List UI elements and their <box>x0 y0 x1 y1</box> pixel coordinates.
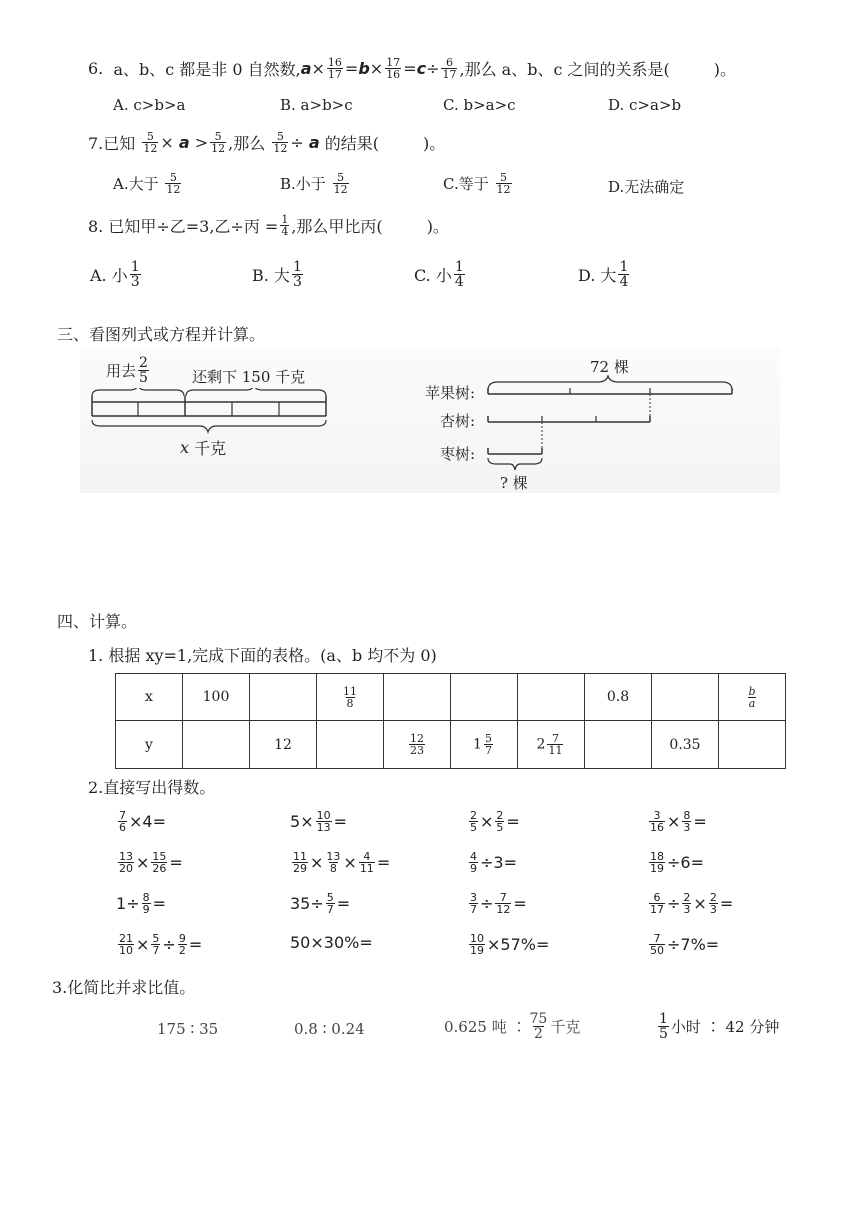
numerator: 5 <box>214 130 222 143</box>
fraction <box>528 1012 548 1041</box>
expr-text: 5 <box>290 812 301 831</box>
fraction <box>682 892 691 915</box>
expr-text: = <box>152 812 166 831</box>
numerator: 5 <box>146 130 154 143</box>
denominator: 4 <box>454 274 464 290</box>
table-cell[interactable] <box>719 674 786 721</box>
fraction <box>292 260 303 289</box>
total-unit: 千克 <box>194 439 227 458</box>
var-a: a <box>300 59 312 78</box>
numerator: 5 <box>326 891 334 904</box>
q6-option-c[interactable]: C. b>a>c <box>443 96 516 114</box>
numerator: 5 <box>276 130 284 143</box>
numerator: 21 <box>119 932 133 945</box>
expr-text: 30% <box>323 933 360 952</box>
numerator: 9 <box>178 932 186 945</box>
expr-text: 4 <box>142 812 153 831</box>
q6-option-d[interactable]: D. c>a>b <box>608 96 682 114</box>
expr-text: × <box>667 812 681 831</box>
option-label: B. 大 <box>252 266 290 285</box>
numerator: 5 <box>500 171 507 184</box>
denominator: 12 <box>273 142 288 155</box>
q7-line <box>88 131 445 154</box>
expr-text: = <box>719 894 734 913</box>
fraction <box>178 933 187 956</box>
fraction <box>495 810 504 833</box>
denominator: 13 <box>316 821 331 834</box>
table-cell[interactable]: 2 $\frac{7}{11}$ <box>518 721 585 769</box>
table-cell[interactable]: 1 $\frac{5}{7}$ <box>451 721 518 769</box>
ratio-1: 175 ∶ 35 <box>157 1020 219 1038</box>
greater-sign: > <box>194 133 209 152</box>
numerator: 10 <box>316 809 331 822</box>
expr-text: ÷ <box>162 935 176 954</box>
calc-expression <box>116 933 202 956</box>
denominator: 3 <box>709 903 717 916</box>
denominator: 26 <box>152 862 167 875</box>
table-cell[interactable] <box>317 721 384 769</box>
section4-q3: 3.化简比并求比值。 <box>52 978 196 997</box>
q8-text2: ,那么甲比丙( <box>291 217 383 236</box>
expr-text: 35 <box>290 894 311 913</box>
calc-expression <box>647 933 719 956</box>
fraction <box>649 892 665 915</box>
expr-text: ÷ <box>480 853 494 872</box>
table-cell[interactable] <box>183 721 250 769</box>
equals-sign: = <box>403 59 417 78</box>
option-label: C. 小 <box>414 266 452 285</box>
q8-option-c[interactable] <box>414 260 467 289</box>
fraction <box>469 892 478 915</box>
expr-text: 6 <box>680 853 691 872</box>
denominator: 5 <box>139 370 148 386</box>
ratio-3 <box>444 1012 580 1041</box>
fraction <box>385 57 401 80</box>
numerator: 11 <box>293 850 307 863</box>
q8-option-b[interactable] <box>252 260 305 289</box>
expr-text: = <box>359 933 373 952</box>
table-cell[interactable] <box>317 674 384 721</box>
expr-text: × <box>136 853 150 872</box>
expr-text: × <box>136 935 150 954</box>
calc-expression <box>290 810 347 833</box>
calc-expression <box>116 851 183 874</box>
q6-option-b[interactable]: B. a>b>c <box>280 96 353 114</box>
numerator: 2 <box>139 355 148 371</box>
denominator: 12 <box>496 183 511 196</box>
numerator: 10 <box>470 932 484 945</box>
equals-sign: = <box>344 59 359 78</box>
numerator: 1 <box>659 1011 668 1027</box>
expr-text: = <box>535 935 550 954</box>
q7-mid: ,那么 <box>228 134 266 153</box>
numerator: 1 <box>292 259 302 275</box>
table-cell[interactable] <box>384 674 451 721</box>
table-cell[interactable] <box>250 674 317 721</box>
denominator: 12 <box>166 183 181 196</box>
calc-expression <box>467 810 520 833</box>
expr-text: ÷ <box>667 935 681 954</box>
fraction <box>454 260 465 289</box>
table-cell[interactable] <box>585 721 652 769</box>
table-cell[interactable] <box>518 674 585 721</box>
question-label: ? 棵 <box>500 474 528 492</box>
expr-text: × <box>129 812 143 831</box>
fraction <box>151 933 160 956</box>
remain-brace <box>186 388 326 396</box>
numerator: 1 <box>454 259 464 275</box>
numerator: 7 <box>119 809 126 822</box>
table-cell[interactable] <box>384 721 451 769</box>
denominator: 5 <box>470 821 477 834</box>
apple-total-label: 72 棵 <box>590 358 629 376</box>
table-header-x: x <box>116 674 183 721</box>
q6-lead: a、b、c 都是非 0 自然数, <box>113 60 301 79</box>
fraction <box>618 260 629 289</box>
calc-expression <box>116 810 166 833</box>
numerator: 2 <box>470 809 477 822</box>
q6-number: 6. <box>88 59 104 78</box>
fraction: $\frac{b}{a}$ <box>748 684 756 710</box>
fraction <box>142 131 158 154</box>
expr-text: 57% <box>500 935 536 954</box>
denominator: 3 <box>683 903 691 916</box>
fraction <box>292 851 308 874</box>
expr-text: = <box>376 853 391 872</box>
denominator: 10 <box>119 944 133 957</box>
numerator: 1 <box>619 259 629 275</box>
expr-text: = <box>693 812 707 831</box>
fraction <box>272 131 288 154</box>
ratio-4-right: 小时 ∶ 42 分钟 <box>670 1018 780 1036</box>
fraction <box>316 810 332 833</box>
xy-table <box>115 673 786 769</box>
numerator: 3 <box>653 809 661 822</box>
calc-expression <box>116 892 166 915</box>
expr-text: = <box>705 935 720 954</box>
expr-text: ÷ <box>126 894 140 913</box>
calc-expression <box>647 892 733 915</box>
expr-text: × <box>487 935 501 954</box>
table-cell[interactable]: 0.8 <box>585 674 652 721</box>
calc-expression <box>290 892 350 915</box>
fraction <box>496 172 512 195</box>
divide-sign: ÷ <box>290 133 304 152</box>
fraction <box>359 851 375 874</box>
fraction <box>658 1012 669 1041</box>
ratio-3-unit: 千克 <box>550 1018 581 1036</box>
expr-text: = <box>152 894 166 913</box>
used-brace <box>92 388 184 396</box>
fraction <box>325 851 341 874</box>
denominator: 4 <box>619 274 629 290</box>
denominator: 3 <box>130 274 140 290</box>
expr-text: 50 <box>290 933 311 952</box>
q7-option-b[interactable] <box>280 172 351 195</box>
q8-option-a[interactable] <box>90 260 143 289</box>
fraction: $\frac{7}{11}$ <box>548 732 563 757</box>
expr-text: = <box>169 853 183 872</box>
fraction <box>118 933 134 956</box>
ratio-4 <box>656 1012 779 1041</box>
remain-label: 还剩下 150 千克 <box>192 368 306 386</box>
fraction <box>469 933 485 956</box>
q7-option-a[interactable] <box>113 172 183 195</box>
denominator: 5 <box>659 1026 668 1042</box>
section4-q1: 1. 根据 xy=1,完成下面的表格。(a、b 均不为 0) <box>88 646 437 665</box>
table-header-y: y <box>116 721 183 769</box>
numerator: 5 <box>169 171 177 184</box>
numerator: 7 <box>653 932 661 945</box>
numerator: 75 <box>529 1011 548 1027</box>
option-label: A.大于 <box>113 175 159 193</box>
calc-expression <box>290 933 373 952</box>
fraction <box>138 356 149 385</box>
var-a: a <box>308 133 320 152</box>
expr-text: = <box>333 812 347 831</box>
expr-text: = <box>690 853 704 872</box>
jujube-label: 枣树: <box>440 445 476 463</box>
total-label <box>180 436 226 459</box>
denominator: 4 <box>281 225 289 238</box>
denominator: 29 <box>293 862 307 875</box>
expr-text: = <box>336 894 351 913</box>
jujube-brace <box>488 458 542 470</box>
fraction <box>151 851 167 874</box>
denominator: 12 <box>211 142 226 155</box>
used-label: 用去 <box>106 362 137 380</box>
expr-text: × <box>310 853 324 872</box>
fraction <box>280 214 289 237</box>
table-cell[interactable] <box>451 674 518 721</box>
denominator: 9 <box>470 862 477 875</box>
expr-text: × <box>693 894 707 913</box>
expr-text: = <box>513 894 527 913</box>
denominator: 17 <box>327 68 342 81</box>
fraction <box>142 892 151 915</box>
numerator: 6 <box>445 56 453 69</box>
times-sign: × <box>160 133 174 152</box>
denominator: 5 <box>496 821 504 834</box>
fraction <box>165 172 181 195</box>
fraction <box>333 172 349 195</box>
expr-text: × <box>480 812 494 831</box>
denominator: 17 <box>650 903 664 916</box>
total-variable: x <box>180 438 190 457</box>
fraction <box>441 57 457 80</box>
left-bar-diagram <box>86 388 336 438</box>
denominator: 11 <box>359 862 374 875</box>
fraction <box>326 892 335 915</box>
fraction <box>709 892 718 915</box>
denominator: 7 <box>470 903 477 916</box>
numerator: 13 <box>119 850 133 863</box>
calc-expression <box>467 892 527 915</box>
numerator: 1 <box>130 259 140 275</box>
denominator: 8 <box>329 862 337 875</box>
denominator: 16 <box>650 821 664 834</box>
table-row-y <box>116 721 786 769</box>
fraction <box>495 892 511 915</box>
fraction: $\frac{11}{8}$ <box>343 684 357 710</box>
denominator: 50 <box>650 944 664 957</box>
section3-title: 三、看图列式或方程并计算。 <box>57 325 266 344</box>
numerator: 15 <box>152 850 167 863</box>
table-cell[interactable]: 0.35 <box>652 721 719 769</box>
fraction <box>327 57 343 80</box>
fraction <box>469 810 478 833</box>
fraction <box>682 810 691 833</box>
q6-option-a[interactable]: A. c>b>a <box>113 96 186 114</box>
q8-option-d[interactable] <box>578 260 631 289</box>
denominator: 3 <box>683 821 691 834</box>
denominator: 19 <box>650 862 664 875</box>
q7-option-c[interactable] <box>443 172 514 195</box>
table-row-x <box>116 674 786 721</box>
denominator: 16 <box>386 68 401 81</box>
q7-number: 7.已知 <box>88 134 136 153</box>
q6-close: )。 <box>713 60 736 79</box>
expr-text: = <box>188 935 203 954</box>
ratio-2: 0.8 ∶ 0.24 <box>294 1020 365 1038</box>
calc-expression <box>647 810 707 833</box>
q7-close: )。 <box>423 134 446 153</box>
fraction <box>210 131 226 154</box>
expr-text: ÷ <box>310 894 324 913</box>
expr-text: 3 <box>493 853 504 872</box>
option-label: D. 大 <box>578 266 617 285</box>
fraction <box>469 851 478 874</box>
expr-text: = <box>503 853 517 872</box>
expr-text: 7% <box>680 935 706 954</box>
expr-text: × <box>343 853 357 872</box>
numerator: 6 <box>653 891 661 904</box>
q6-line <box>88 57 736 80</box>
expr-text: × <box>310 933 324 952</box>
fraction: $\frac{5}{7}$ <box>484 732 492 757</box>
numerator: 4 <box>363 850 371 863</box>
q8-line <box>88 214 449 237</box>
denominator: 3 <box>292 274 302 290</box>
numerator: 16 <box>327 56 342 69</box>
option-label: B.小于 <box>280 175 326 193</box>
numerator: 18 <box>650 850 664 863</box>
var-c: c <box>416 59 427 78</box>
apple-brace <box>488 376 732 390</box>
option-label: C.等于 <box>443 175 489 193</box>
denominator: 6 <box>119 821 126 834</box>
divide-sign: ÷ <box>426 59 440 78</box>
option-label: A. 小 <box>90 266 128 285</box>
table-cell[interactable] <box>719 721 786 769</box>
denominator: 7 <box>326 903 334 916</box>
q7-tail: 的结果( <box>324 134 379 153</box>
denominator: 12 <box>143 142 158 155</box>
denominator: 19 <box>470 944 484 957</box>
denominator: 12 <box>333 183 348 196</box>
expr-text: ÷ <box>667 894 681 913</box>
denominator: 17 <box>442 68 457 81</box>
denominator: 20 <box>119 862 133 875</box>
numerator: 2 <box>709 891 717 904</box>
numerator: 3 <box>470 891 477 904</box>
numerator: 2 <box>496 809 504 822</box>
numerator: 13 <box>326 850 341 863</box>
fraction <box>649 810 665 833</box>
fraction: $\frac{12}{23}$ <box>410 732 424 757</box>
numerator: 5 <box>337 171 345 184</box>
total-brace <box>92 420 326 432</box>
section4-q2: 2.直接写出得数。 <box>88 778 216 797</box>
var-a: a <box>178 133 190 152</box>
q7-option-d[interactable]: D.无法确定 <box>608 178 685 196</box>
table-cell[interactable] <box>652 674 719 721</box>
apricot-label: 杏树: <box>440 412 476 430</box>
times-sign: × <box>311 59 325 78</box>
calc-expression <box>467 851 517 874</box>
calc-expression <box>467 933 549 956</box>
numerator: 8 <box>683 809 691 822</box>
denominator: 7 <box>152 944 160 957</box>
expr-text: 1 <box>116 894 127 913</box>
expr-text: ÷ <box>480 894 494 913</box>
numerator: 7 <box>499 891 507 904</box>
calc-expression <box>647 851 704 874</box>
right-bar-diagram <box>484 372 740 474</box>
fraction <box>118 851 134 874</box>
var-b: b <box>358 59 370 78</box>
numerator: 5 <box>152 932 160 945</box>
expr-text: = <box>506 812 520 831</box>
fraction <box>118 810 127 833</box>
table-cell[interactable]: 100 <box>183 674 250 721</box>
fraction <box>130 260 141 289</box>
numerator: 1 <box>281 213 289 226</box>
table-cell[interactable]: 12 <box>250 721 317 769</box>
times-sign: × <box>369 59 384 78</box>
numerator: 17 <box>386 56 401 69</box>
numerator: 4 <box>470 850 477 863</box>
calc-expression <box>290 851 390 874</box>
apple-label: 苹果树: <box>425 384 476 402</box>
q6-tail: ,那么 a、b、c 之间的关系是( <box>459 60 670 79</box>
q8-text: 8. 已知甲÷乙=3,乙÷丙 = <box>88 217 279 236</box>
q8-close: )。 <box>426 217 449 236</box>
denominator: 2 <box>178 944 186 957</box>
expr-text: × <box>300 812 314 831</box>
expr-text: ÷ <box>667 853 681 872</box>
fraction <box>649 933 665 956</box>
denominator: 2 <box>533 1026 543 1042</box>
fraction <box>649 851 665 874</box>
ratio-3-left: 0.625 吨 ∶ <box>444 1018 527 1036</box>
numerator: 8 <box>142 891 150 904</box>
denominator: 9 <box>142 903 150 916</box>
section4-title: 四、计算。 <box>57 612 138 631</box>
left-diagram-used-label <box>106 356 151 385</box>
numerator: 2 <box>683 891 691 904</box>
denominator: 12 <box>496 903 511 916</box>
